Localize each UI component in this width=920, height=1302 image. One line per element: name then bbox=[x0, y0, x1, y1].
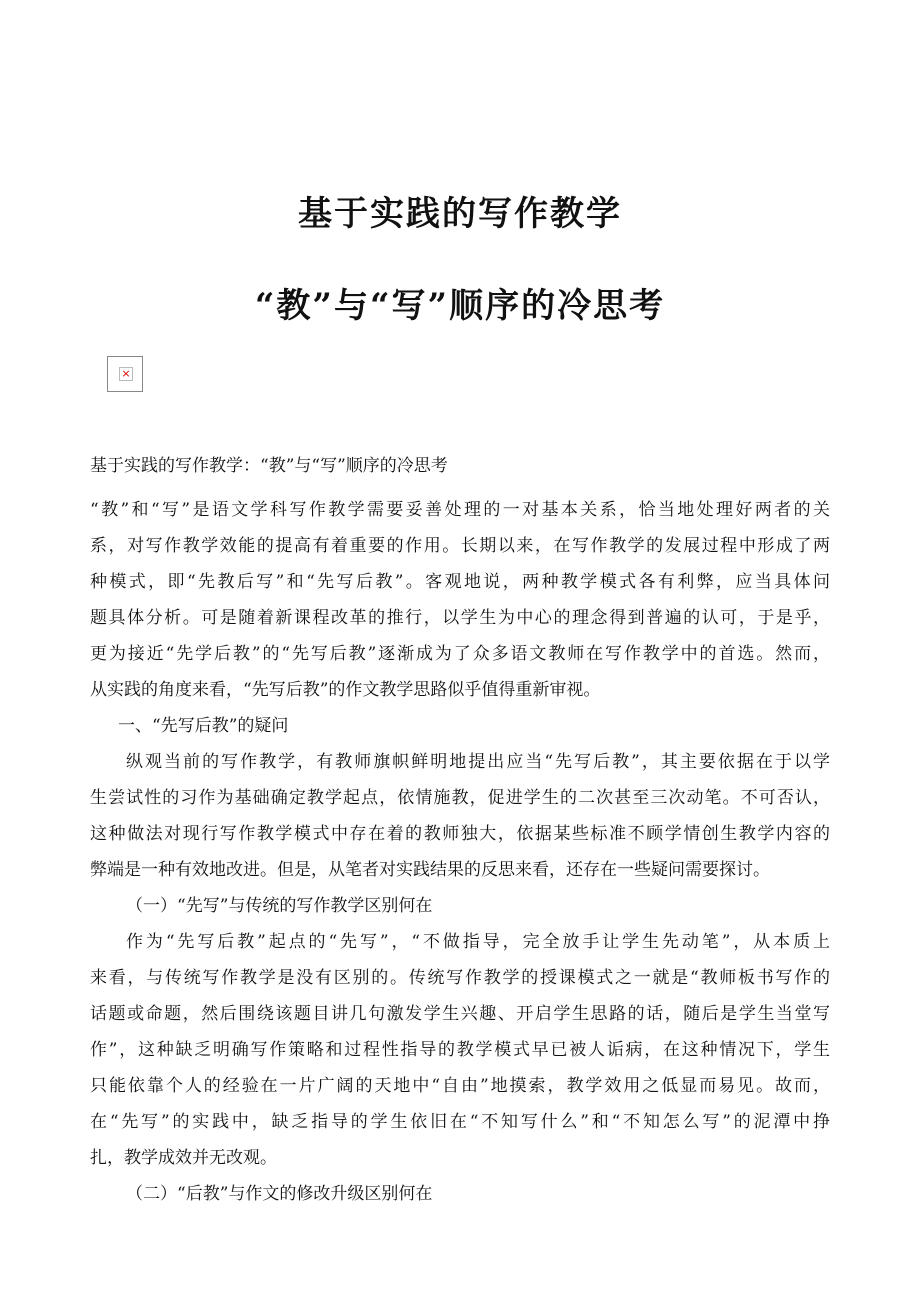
paragraph-line: 更为接近“先学后教”的“先写后教”逐渐成为了众多语文教师在写作教学中的首选。然而， bbox=[90, 644, 830, 664]
document-title: 基于实践的写作教学 bbox=[298, 194, 622, 234]
paragraph-line: 扎，教学成效并无改观。 bbox=[90, 1148, 277, 1168]
section-heading: 一、“先写后教”的疑问 bbox=[118, 716, 289, 736]
paragraph-line: 题具体分析。可是随着新课程改革的推行，以学生为中心的理念得到普遍的认可，于是乎， bbox=[90, 608, 830, 628]
paragraph-line: 只能依靠个人的经验在一片广阔的天地中“自由”地摸索，教学效用之低显而易见。故而， bbox=[90, 1076, 830, 1096]
broken-image-icon: × bbox=[119, 367, 133, 381]
paragraph-line: 作”，这种缺乏明确写作策略和过程性指导的教学模式早已被人诟病，在这种情况下，学生 bbox=[90, 1040, 830, 1060]
article-subtitle: 基于实践的写作教学：“教”与“写”顺序的冷思考 bbox=[90, 456, 448, 476]
document-body bbox=[90, 452, 830, 1216]
paragraph-line: 弊端是一种有效地改进。但是，从笔者对实践结果的反思来看，还存在一些疑问需要探讨。 bbox=[90, 860, 770, 880]
paragraph-line: “教”和“写”是语文学科写作教学需要妥善处理的一对基本关系，恰当地处理好两者的关 bbox=[90, 500, 830, 520]
paragraph-line: 话题或命题，然后围绕该题目讲几句激发学生兴趣、开启学生思路的话，随后是学生当堂写 bbox=[90, 1004, 830, 1024]
broken-image-placeholder bbox=[107, 356, 143, 392]
section-heading: （二）“后教”与作文的修改升级区别何在 bbox=[126, 1184, 433, 1204]
paragraph-line: 种模式，即“先教后写”和“先写后教”。客观地说，两种教学模式各有利弊，应当具体问 bbox=[90, 572, 830, 592]
paragraph-line: 作为“先写后教”起点的“先写”，“不做指导，完全放手让学生先动笔”，从本质上 bbox=[126, 932, 830, 952]
paragraph-line: 纵观当前的写作教学，有教师旗帜鲜明地提出应当“先写后教”，其主要依据在于以学 bbox=[126, 752, 830, 772]
paragraph-line: 生尝试性的习作为基础确定教学起点，依情施教，促进学生的二次甚至三次动笔。不可否认， bbox=[90, 788, 830, 808]
document-subtitle-title: “教”与“写”顺序的冷思考 bbox=[254, 286, 666, 326]
paragraph-line: 系，对写作教学效能的提高有着重要的作用。长期以来，在写作教学的发展过程中形成了两 bbox=[90, 536, 830, 556]
paragraph-line: 这种做法对现行写作教学模式中存在着的教师独大，依据某些标准不顾学情创生教学内容的 bbox=[90, 824, 830, 844]
section-heading: （一）“先写”与传统的写作教学区别何在 bbox=[126, 896, 433, 916]
paragraph-line: 从实践的角度来看，“先写后教”的作文教学思路似乎值得重新审视。 bbox=[90, 680, 601, 700]
paragraph-line: 来看，与传统写作教学是没有区别的。传统写作教学的授课模式之一就是“教师板书写作的 bbox=[90, 968, 830, 988]
paragraph-line: 在“先写”的实践中，缺乏指导的学生依旧在“不知写什么”和“不知怎么写”的泥潭中挣 bbox=[90, 1112, 830, 1132]
